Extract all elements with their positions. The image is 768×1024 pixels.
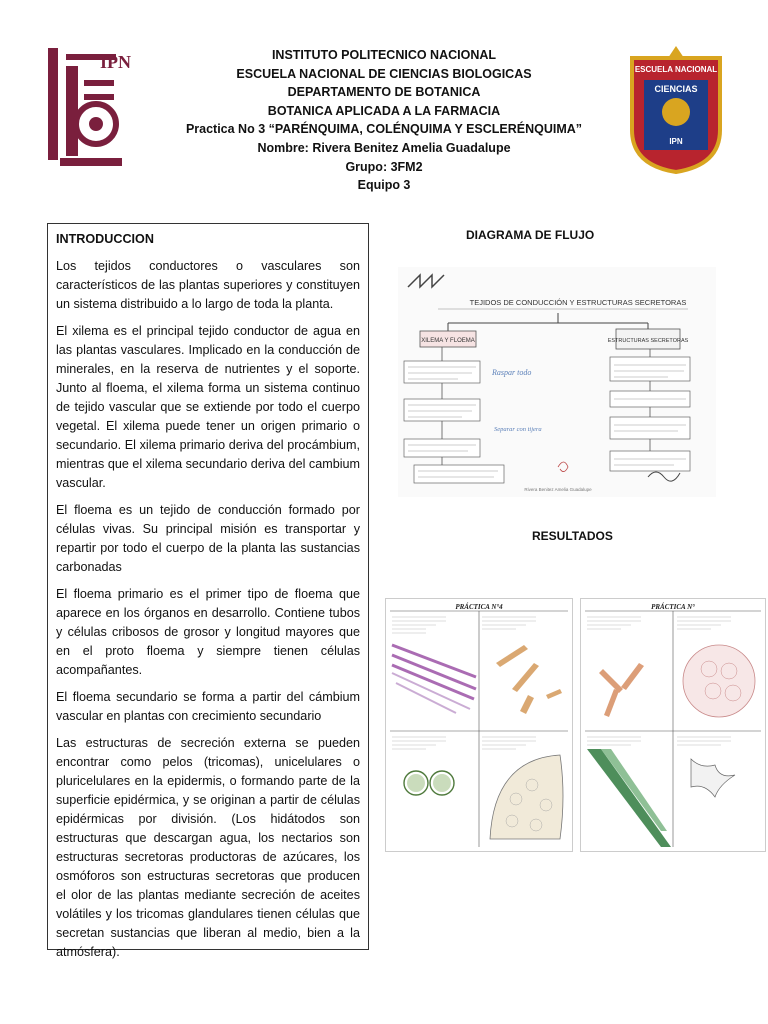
flow-handwritten-note: Raspar todo (492, 368, 532, 377)
flow-handwritten-note: Separar con tijera (494, 426, 542, 433)
ipn-logo (40, 40, 132, 172)
intro-paragraph: El floema primario es el primer tipo de floema que aparece en los órganos en desarrollo. Contiene tubos y células cribosos de grosor y longitud mayores que en el proto floema y siempre tienen células acompañantes. (56, 587, 360, 677)
results-sheet-b-title: PRÁCTICA N° (651, 603, 695, 611)
intro-paragraph: El xilema es el principal tejido conductor de agua en las plantas vasculares. Implicado en la conducción de minerales, en la reserva de nutrientes y el soporte. Junto al floema, el xilema forma un sistema continuo de tejido vascular que se extiende por todo el cuerpo vegetal. El xilema puede tener un origen primario o secundario. El xilema primario deriva del procámbium, mientras que el xilema secundario deriva del cambium vascular. (56, 324, 360, 490)
ipn-logo-text: IPN (100, 52, 131, 72)
results-heading: RESULTADOS (532, 529, 613, 543)
encb-logo (622, 40, 730, 175)
encb-logo-mid: CIENCIAS (654, 84, 698, 94)
document-header (150, 46, 618, 195)
header-school: ESCUELA NACIONAL DE CIENCIAS BIOLOGICAS (236, 66, 532, 81)
header-name: Nombre: Rivera Benitez Amelia Guadalupe (257, 140, 511, 155)
intro-paragraph: Las estructuras de secreción externa se pueden encontrar como pelos (tricomas), unicelulares o pluricelulares en la epidermis, o formando parte de la superficie epidérmica, y se originan a partir de células epidérmicas por división. (Los hidátodos son estructuras que descargan agua, los nectarios son estructuras secretoras productoras de azúcares, los osmóforos son estructuras secretoras que producen el olor de las plantas mediante secreción de aceites volátiles y los tricomas glandulares tienen células que secretan sustancias que liberan al medio, bien a la atmósfera). (56, 736, 360, 959)
header-practice: Practica No 3 “PARÉNQUIMA, COLÉNQUIMA Y ESCLERÉNQUIMA” (185, 122, 583, 137)
results-sheet-a (385, 598, 573, 852)
encb-logo-ipn: IPN (669, 137, 683, 146)
results-sheet-b (580, 598, 766, 852)
flow-signature: Rivera Benitez Amelia Guadalupe (524, 487, 592, 492)
flow-right-box: ESTRUCTURAS SECRETORAS (607, 338, 689, 344)
introduction-box (47, 223, 369, 959)
flow-title: TEJIDOS DE CONDUCCIÓN Y ESTRUCTURAS SECRETORAS (469, 298, 687, 307)
flow-diagram-image (398, 267, 716, 497)
header-course: BOTANICA APLICADA A LA FARMACIA (267, 103, 501, 118)
intro-paragraph: El floema secundario se forma a partir del cámbium vascular en plantas con crecimiento secundario (56, 690, 360, 723)
intro-paragraph: Los tejidos conductores o vasculares son característicos de las plantas superiores y constituyen un sistema distribuido a lo largo de toda la planta. (56, 259, 360, 311)
header-team: Equipo 3 (357, 178, 411, 193)
flow-left-box: XILEMA Y FLOEMA (421, 338, 475, 344)
header-institution: INSTITUTO POLITECNICO NACIONAL (271, 48, 497, 62)
results-sheet-a-title: PRÁCTICA N°4 (455, 603, 503, 611)
introduction-title: INTRODUCCION (56, 232, 154, 246)
header-group: Grupo: 3FM2 (345, 159, 423, 174)
encb-logo-top: ESCUELA NACIONAL (634, 65, 718, 74)
flow-diagram-heading: DIAGRAMA DE FLUJO (466, 228, 595, 242)
intro-paragraph: El floema es un tejido de conducción formado por células vivas. Su principal misión es transportar y repartir por todo el cuerpo de la planta las sustancias carbonadas (56, 503, 360, 574)
header-department: DEPARTAMENTO DE BOTANICA (287, 85, 481, 100)
